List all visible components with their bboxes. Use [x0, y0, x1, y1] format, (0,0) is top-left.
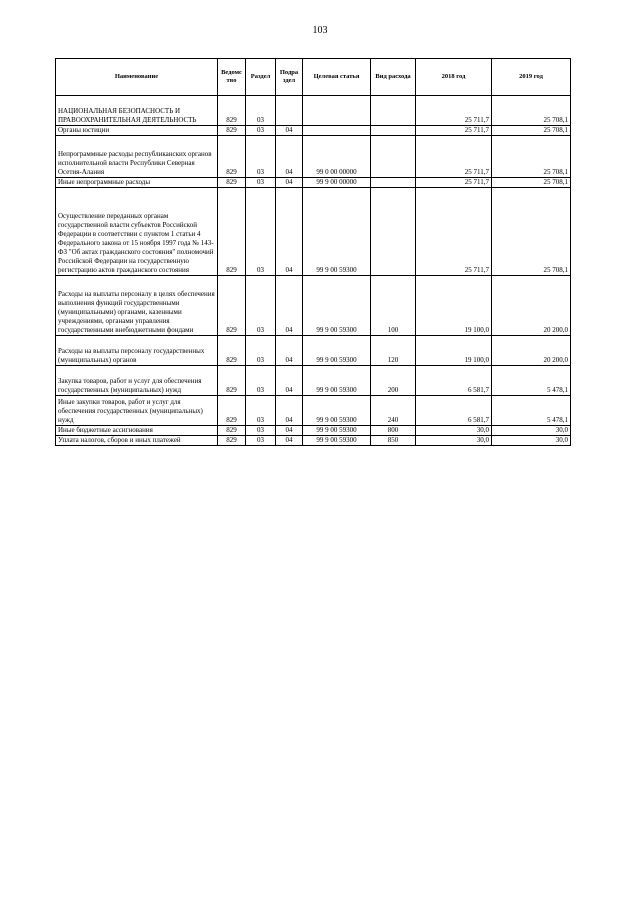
row-subsection: 04: [276, 276, 303, 336]
table-row: [56, 96, 571, 126]
table-row: [56, 396, 571, 426]
row-expense-type: 100: [371, 276, 416, 336]
row-expense-type: 800: [371, 426, 416, 436]
table-row: [56, 436, 571, 446]
row-ministry: 829: [218, 396, 246, 426]
row-2018: 25 711,7: [416, 136, 492, 178]
header-section: Раздел: [246, 59, 276, 96]
row-2019: 25 708,1: [492, 136, 571, 178]
row-subsection: 04: [276, 188, 303, 276]
row-2018: 19 100,0: [416, 276, 492, 336]
row-ministry: 829: [218, 178, 246, 188]
row-subsection: 04: [276, 436, 303, 446]
row-2019: 25 708,1: [492, 96, 571, 126]
row-ministry: 829: [218, 96, 246, 126]
row-target: 99 9 00 59300: [303, 276, 371, 336]
row-2018: 25 711,7: [416, 96, 492, 126]
header-expense-type: Вид расхода: [371, 59, 416, 96]
row-2018: 25 711,7: [416, 188, 492, 276]
row-section: 03: [246, 366, 276, 396]
row-subsection: 04: [276, 366, 303, 396]
header-target: Целевая статья: [303, 59, 371, 96]
row-2018: 25 711,7: [416, 178, 492, 188]
table-row: [56, 178, 571, 188]
row-name: Непрограммные расходы республиканских органов исполнительной власти Республики Северная Осетия-Алания: [56, 136, 218, 178]
row-2019: 30,0: [492, 426, 571, 436]
row-expense-type: 120: [371, 336, 416, 366]
row-target: 99 9 00 59300: [303, 366, 371, 396]
row-2018: 25 711,7: [416, 126, 492, 136]
row-ministry: 829: [218, 126, 246, 136]
header-row: [56, 59, 571, 96]
row-ministry: 829: [218, 136, 246, 178]
row-section: 03: [246, 178, 276, 188]
table-row: [56, 276, 571, 336]
row-expense-type: 850: [371, 436, 416, 446]
row-subsection: 04: [276, 336, 303, 366]
row-2019: 25 708,1: [492, 126, 571, 136]
header-ministry: Ведомс тво: [218, 59, 246, 96]
budget-table: [55, 58, 571, 446]
row-name: Закупка товаров, работ и услуг для обеспечения государственных (муниципальных) нужд: [56, 366, 218, 396]
row-ministry: 829: [218, 426, 246, 436]
row-name: Иные бюджетные ассигнования: [56, 426, 218, 436]
row-name: Иные закупки товаров, работ и услуг для обеспечения государственных (муниципальных) нужд: [56, 396, 218, 426]
header-subsection: Подра здел: [276, 59, 303, 96]
row-subsection: [276, 96, 303, 126]
row-target: 99 9 00 59300: [303, 426, 371, 436]
row-name: Уплата налогов, сборов и иных платежей: [56, 436, 218, 446]
row-target: 99 9 00 59300: [303, 396, 371, 426]
row-expense-type: [371, 96, 416, 126]
row-2018: 6 581,7: [416, 366, 492, 396]
row-section: 03: [246, 276, 276, 336]
row-2018: 30,0: [416, 426, 492, 436]
row-name: Осуществление переданных органам государственной власти субъектов Российской Федерации в соответствии с пунктом 1 статьи 4 Федерального закона от 15 ноября 1997 года № 143-ФЗ "Об актах гражданского состояния" полномочий Российской Федерации на государственную регистрацию актов гражданского состояния: [56, 188, 218, 276]
row-subsection: 04: [276, 426, 303, 436]
row-subsection: 04: [276, 178, 303, 188]
row-target: [303, 96, 371, 126]
row-section: 03: [246, 396, 276, 426]
row-ministry: 829: [218, 188, 246, 276]
table-row: [56, 366, 571, 396]
row-ministry: 829: [218, 276, 246, 336]
table-row: [56, 188, 571, 276]
row-target: 99 9 00 59300: [303, 188, 371, 276]
header-2018: 2018 год: [416, 59, 492, 96]
row-expense-type: [371, 136, 416, 178]
row-ministry: 829: [218, 366, 246, 396]
row-expense-type: [371, 178, 416, 188]
row-name: Расходы на выплаты персоналу государственных (муниципальных) органов: [56, 336, 218, 366]
row-expense-type: [371, 126, 416, 136]
table-row: [56, 426, 571, 436]
row-name: Органы юстиции: [56, 126, 218, 136]
row-subsection: 04: [276, 396, 303, 426]
row-expense-type: [371, 188, 416, 276]
header-2019: 2019 год: [492, 59, 571, 96]
row-expense-type: 240: [371, 396, 416, 426]
row-2019: 30,0: [492, 436, 571, 446]
row-target: 99 9 00 00000: [303, 178, 371, 188]
row-name: Иные непрограммные расходы: [56, 178, 218, 188]
table-row: [56, 126, 571, 136]
row-2018: 6 581,7: [416, 396, 492, 426]
row-expense-type: 200: [371, 366, 416, 396]
row-section: 03: [246, 96, 276, 126]
row-section: 03: [246, 436, 276, 446]
row-2019: 5 478,1: [492, 366, 571, 396]
row-2018: 30,0: [416, 436, 492, 446]
row-target: 99 0 00 00000: [303, 136, 371, 178]
row-section: 03: [246, 136, 276, 178]
row-2018: 19 100,0: [416, 336, 492, 366]
row-subsection: 04: [276, 136, 303, 178]
row-section: 03: [246, 426, 276, 436]
page-number: 103: [312, 25, 328, 36]
row-section: 03: [246, 188, 276, 276]
row-section: 03: [246, 336, 276, 366]
header-name: Наименование: [56, 59, 218, 96]
table-row: [56, 136, 571, 178]
row-subsection: 04: [276, 126, 303, 136]
row-target: 99 9 00 59300: [303, 436, 371, 446]
row-name: Расходы на выплаты персоналу в целях обеспечения выполнения функций государственными (муниципальными) органами, казенными учреждениями, органами управления государственными внебюджетными фондами: [56, 276, 218, 336]
row-2019: 25 708,1: [492, 188, 571, 276]
row-section: 03: [246, 126, 276, 136]
row-target: [303, 126, 371, 136]
row-ministry: 829: [218, 436, 246, 446]
row-2019: 25 708,1: [492, 178, 571, 188]
row-ministry: 829: [218, 336, 246, 366]
row-target: 99 9 00 59300: [303, 336, 371, 366]
row-name: НАЦИОНАЛЬНАЯ БЕЗОПАСНОСТЬ И ПРАВООХРАНИТЕЛЬНАЯ ДЕЯТЕЛЬНОСТЬ: [56, 96, 218, 126]
table-row: [56, 336, 571, 366]
row-2019: 5 478,1: [492, 396, 571, 426]
row-2019: 20 200,0: [492, 276, 571, 336]
row-2019: 20 200,0: [492, 336, 571, 366]
